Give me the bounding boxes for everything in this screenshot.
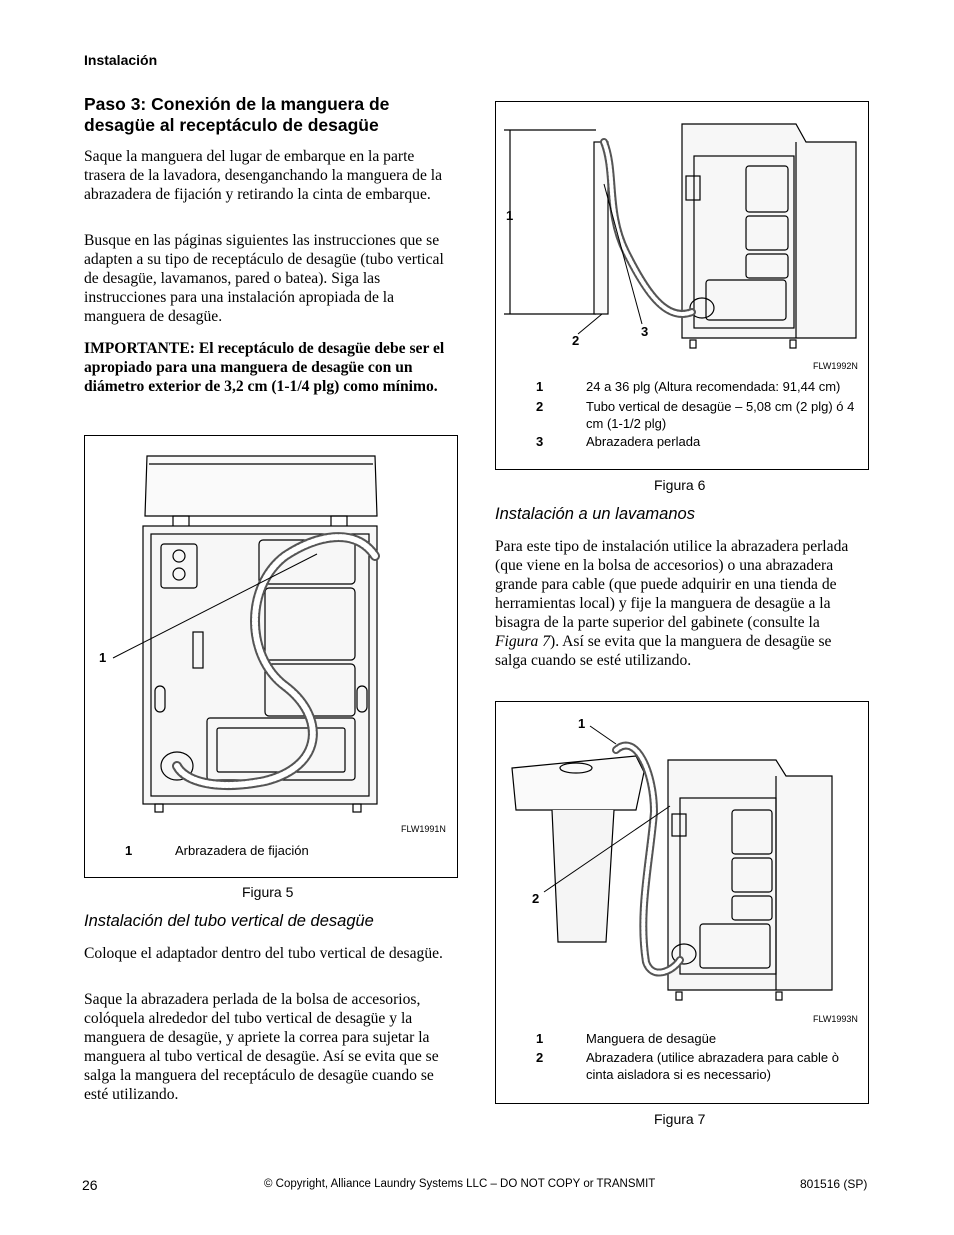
figure-5-caption: Figura 5: [242, 884, 294, 900]
figure-7-callout-1: 1: [578, 716, 586, 731]
legend-text: Tubo vertical de desagüe – 5,08 cm (2 plg) ó 4 cm (1-1/2 plg): [586, 399, 855, 431]
step-paragraph-2: Busque en las páginas siguientes las instrucciones que se adapten a su tipo de receptáculo de desagüe (tubo vertical de desagüe, lavamanos, pared o batea). Siga las instrucciones para una instalación apropiada de la manguera de desagüe.: [84, 232, 444, 325]
legend-number: 1: [536, 379, 544, 394]
copyright-notice: © Copyright, Alliance Laundry Systems LLC – DO NOT COPY or TRANSMIT: [264, 1178, 656, 1190]
figure-7-code: FLW1993N: [813, 1014, 858, 1024]
sink-paragraph: [495, 537, 865, 670]
step-title: Paso 3: Conexión de la manguera de desagüe al receptáculo de desagüe: [84, 94, 390, 135]
figure-6-callout-3: 3: [641, 324, 649, 339]
legend-number: 1: [536, 1031, 544, 1046]
figure-6-legend-item-3: [536, 433, 866, 451]
step-title-block: [84, 94, 458, 136]
document-number: 801516 (SP): [800, 1177, 868, 1191]
standpipe-paragraph-2: Saque la abrazadera perlada de la bolsa de accesorios, colóquela alrededor del tubo vertical de desagüe y la manguera de desagüe, y apriete la correa para sujetar la manguera al tubo vertical de desagüe. Así se evita que se salga la manguera del receptáculo de desagüe cuando se esté utilizando.: [84, 991, 439, 1103]
figure-7: [495, 701, 869, 1104]
sink-text-1: Para este tipo de instalación utilice la abrazadera perlada (que viene en la bolsa de accesorios) o una abrazadera grande para cable (que puede adquirir en una tienda de herramientas local) y fije la manguera de desagüe a la bisagra de la parte superior del gabinete (consulte la: [495, 538, 849, 631]
standpipe-heading: Instalación del tubo vertical de desagüe: [84, 912, 374, 930]
legend-text: 24 a 36 plg (Altura recomendada: 91,44 cm): [586, 379, 841, 394]
figure-6: [495, 101, 869, 470]
step-paragraph-1: Saque la manguera del lugar de embarque en la parte trasera de la lavadora, desenganchando la manguera de la abrazadera de fijación y retirando la cinta de embarque.: [84, 148, 443, 203]
legend-text: Manguera de desagüe: [586, 1031, 717, 1046]
washer-rear-illustration: [85, 436, 457, 877]
figure-6-code: FLW1992N: [813, 361, 858, 371]
figure-6-callout-2: 2: [572, 333, 580, 348]
sink-heading: Instalación a un lavamanos: [495, 505, 695, 523]
figure-7-legend-item-2: [536, 1049, 866, 1085]
figure-7-reference: Figura 7: [495, 633, 551, 650]
legend-text: Abrazadera (utilice abrazadera para cable ò cinta aisladora si es necessario): [586, 1050, 839, 1082]
section-header: Instalación: [84, 52, 158, 68]
legend-number: 3: [536, 434, 544, 449]
figure-6-legend-item-1: [536, 378, 866, 396]
legend-number: 2: [536, 399, 544, 414]
legend-text: Abrazadera perlada: [586, 434, 701, 449]
standpipe-paragraph-1: Coloque el adaptador dentro del tubo vertical de desagüe.: [84, 945, 443, 962]
figure-5-code: FLW1991N: [401, 824, 446, 834]
figure-6-callout-1: 1: [506, 208, 514, 223]
legend-number: 1: [125, 843, 133, 858]
legend-number: 2: [536, 1050, 544, 1065]
figure-6-legend-item-2: [536, 398, 866, 434]
important-note: IMPORTANTE: El receptáculo de desagüe debe ser el apropiado para una manguera de desagüe con un diámetro exterior de 3,2 cm (1-1/4 plg) como mínimo.: [84, 340, 445, 395]
legend-text: Arbrazadera de fijación: [175, 843, 309, 858]
figure-5-callout-1: 1: [99, 650, 107, 665]
figure-5: [84, 435, 458, 878]
figure-6-caption: Figura 6: [654, 477, 706, 493]
figure-7-callout-2: 2: [532, 891, 540, 906]
sink-text-2: ). Así se evita que la manguera de desagüe se salga cuando se esté utilizando.: [495, 633, 832, 669]
figure-7-caption: Figura 7: [654, 1111, 706, 1127]
figure-7-legend-item-1: [536, 1030, 866, 1048]
page-number: 26: [82, 1177, 98, 1193]
